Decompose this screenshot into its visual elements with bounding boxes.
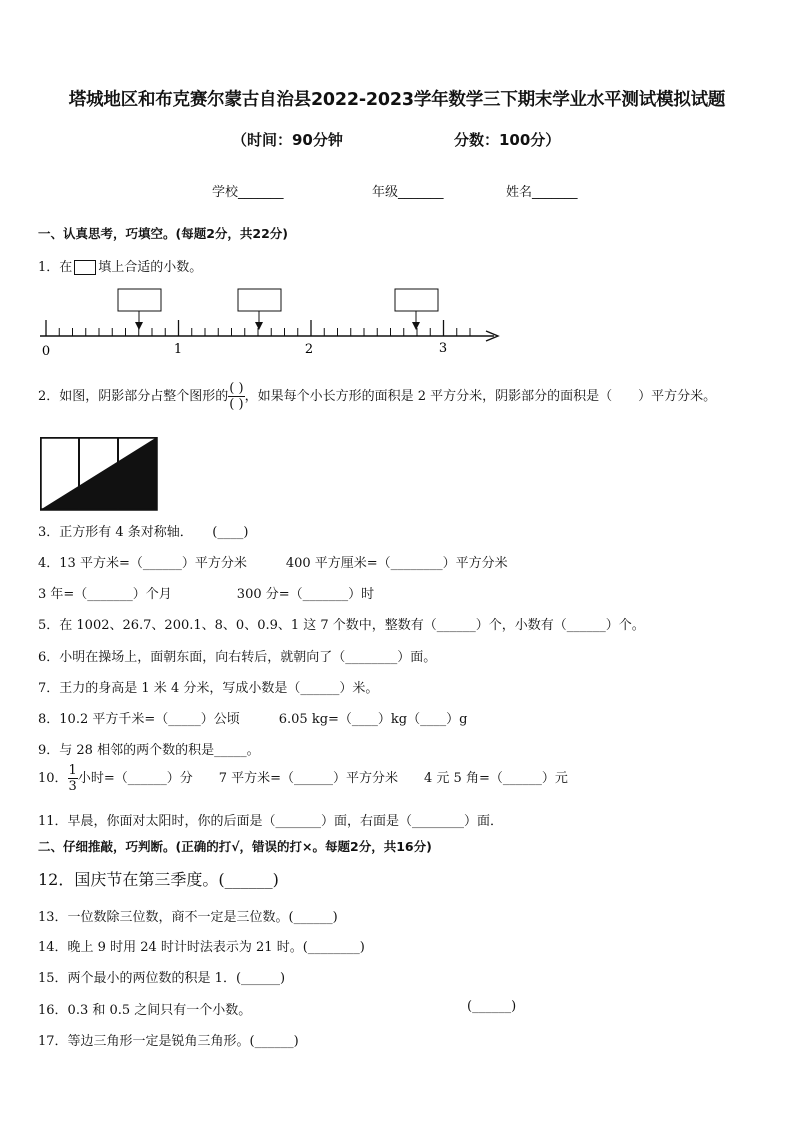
answer-box-1	[118, 289, 161, 330]
question-17: 17．等边三角形一定是锐角三角形。(______)	[38, 1034, 299, 1049]
question-2-prefix: 2．如图，阴影部分占整个图形的	[38, 389, 229, 404]
question-9: 9．与 28 相邻的两个数的积是_____。	[38, 743, 260, 758]
question-6: 6．小明在操场上，面朝东面，向右转后，就朝向了（________）面。	[38, 650, 437, 665]
number-line	[38, 283, 508, 361]
school-field: 学校_______	[212, 185, 284, 200]
question-1-prefix: 1．在	[38, 260, 73, 275]
question-11: 11．早晨，你面对太阳时，你的后面是（_______）面，右面是（________）面．	[38, 814, 504, 829]
exam-time: （时间：90分钟	[232, 131, 343, 149]
answer-box-2	[238, 289, 281, 330]
question-3: 3．正方形有 4 条对称轴． (____)	[38, 525, 249, 540]
question-2	[38, 382, 716, 411]
question-4b: 3 年=（_______）个月 300 分=（_______）时	[38, 587, 375, 602]
answer-box-3	[395, 289, 438, 330]
fraction-one-third	[68, 764, 78, 793]
question-12: 12．国庆节在第三季度。(______)	[38, 870, 279, 889]
shaded-triangle	[40, 437, 157, 510]
section-heading-1: 一、认真思考，巧填空。(每题2分，共22分)	[38, 226, 289, 241]
fraction-denominator: ( )	[229, 397, 244, 412]
question-15: 15．两个最小的两位数的积是 1．(______)	[38, 971, 286, 986]
tick-label-3: 3	[438, 341, 448, 356]
question-5: 5．在 1002、26.7、200.1、8、0、0.9、1 这 7 个数中，整数有（______）个，小数有（______）个。	[38, 618, 645, 633]
blank-box-icon	[74, 260, 96, 275]
shaded-figure	[40, 437, 158, 511]
fraction-numerator: 1	[68, 763, 77, 778]
question-14: 14．晚上 9 时用 24 时计时法表示为 21 时。(________)	[38, 940, 365, 955]
question-10-suffix: 小时=（______）分 7 平方米=（______）平方分米 4 元 5 角=（______）元	[77, 771, 568, 786]
grade-field: 年级_______	[372, 185, 444, 200]
question-1	[38, 256, 202, 275]
question-4a: 4．13 平方米=（______）平方分米 400 平方厘米=（________）平方分米	[38, 556, 508, 571]
question-13: 13．一位数除三位数，商不一定是三位数。(______)	[38, 910, 338, 925]
tick-label-0: 0	[41, 344, 51, 359]
name-field: 姓名_______	[506, 185, 578, 200]
question-10-prefix: 10．	[38, 771, 68, 786]
question-2-suffix: ，如果每个小长方形的面积是 2 平方分米，阴影部分的面积是（ ）平方分米。	[244, 389, 717, 404]
fraction-denominator: 3	[68, 779, 77, 794]
question-10	[38, 764, 568, 793]
section-heading-2: 二、仔细推敲，巧判断。(正确的打√，错误的打×。每题2分，共16分)	[38, 839, 432, 854]
fraction	[228, 382, 244, 411]
fraction-numerator: ( )	[229, 381, 244, 396]
question-1-suffix: 填上合适的小数。	[98, 260, 203, 275]
exam-score: 分数：100分）	[454, 131, 561, 149]
question-16: 16．0.3 和 0.5 之间只有一个小数。	[38, 1003, 252, 1018]
question-7: 7．王力的身高是 1 米 4 分米，写成小数是（______）米。	[38, 681, 379, 696]
question-16-blank: (______)	[467, 999, 517, 1014]
exam-title: 塔城地区和布克赛尔蒙古自治县2022-2023学年数学三下期末学业水平测试模拟试题	[68, 90, 726, 110]
tick-label-2: 2	[304, 342, 314, 357]
tick-label-1: 1	[173, 342, 183, 357]
question-8: 8．10.2 平方千米=（_____）公顷 6.05 kg=（____）kg（____）g	[38, 712, 468, 727]
